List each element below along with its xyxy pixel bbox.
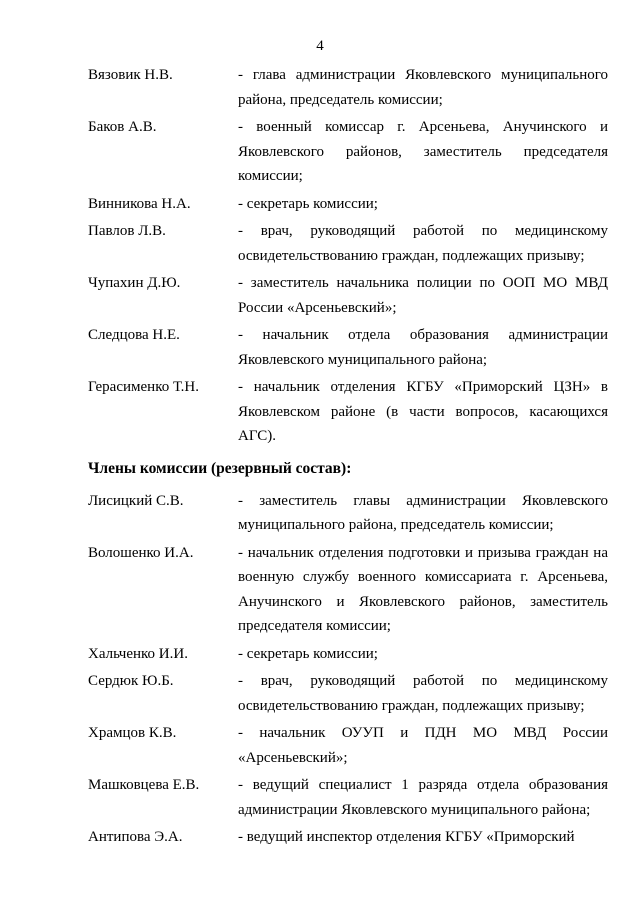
member-row — [88, 825, 608, 850]
member-role: - заместитель начальника полиции по ООП МО МВД России «Арсеньевский»; — [238, 275, 608, 316]
member-row — [88, 489, 608, 538]
member-row — [88, 642, 608, 667]
member-row — [88, 115, 608, 189]
member-row — [88, 541, 608, 639]
member-name: Баков А.В. — [88, 119, 157, 135]
member-role: - начальник отделения подготовки и призыва граждан на военную службу военного комиссариата г. Арсеньева, Анучинского и Яковлевского районов, заместитель председателя комиссии; — [238, 544, 608, 634]
member-role: - заместитель главы администрации Яковлевского муниципального района, председатель комиссии; — [238, 492, 608, 533]
member-row — [88, 271, 608, 320]
member-name: Чупахин Д.Ю. — [88, 275, 181, 291]
member-role: - ведущий специалист 1 разряда отдела образования администрации Яковлевского муниципального района; — [238, 777, 608, 818]
member-role: - секретарь комиссии; — [238, 645, 378, 662]
member-name: Герасименко Т.Н. — [88, 379, 199, 395]
member-row — [88, 375, 608, 449]
member-row — [88, 63, 608, 112]
member-role: - секретарь комиссии; — [238, 195, 378, 212]
member-name: Винникова Н.А. — [88, 195, 191, 212]
member-role: - военный комиссар г. Арсеньева, Анучинского и Яковлевского районов, заместитель председателя комиссии; — [238, 119, 608, 184]
member-name: Хальченко И.И. — [88, 645, 188, 662]
member-name: Лисицкий С.В. — [88, 492, 184, 509]
reserve-section-heading: Члены комиссии (резервный состав): — [88, 459, 352, 477]
member-row — [88, 773, 608, 822]
member-row — [88, 192, 608, 217]
member-name: Антипова Э.А. — [88, 829, 183, 845]
member-role: - ведущий инспектор отделения КГБУ «Приморский — [238, 829, 575, 845]
member-role: - начальник отделения КГБУ «Приморский ЦЗН» в Яковлевском районе (в части вопросов, касающихся АГС). — [238, 379, 608, 444]
commission-list — [88, 63, 608, 853]
member-name: Сердюк Ю.Б. — [88, 673, 174, 689]
member-name: Волошенко И.А. — [88, 544, 194, 561]
member-name: Храмцов К.В. — [88, 725, 177, 741]
member-role: - начальник ОУУП и ПДН МО МВД России «Арсеньевский»; — [238, 725, 608, 766]
member-row — [88, 669, 608, 718]
member-name: Следцова Н.Е. — [88, 327, 180, 343]
member-name: Машковцева Е.В. — [88, 777, 200, 793]
member-row — [88, 219, 608, 268]
page-number: 4 — [316, 38, 324, 54]
member-role: - глава администрации Яковлевского муниципального района, председатель комиссии; — [238, 67, 608, 108]
member-row — [88, 721, 608, 770]
member-role: - начальник отдела образования администрации Яковлевского муниципального района; — [238, 327, 608, 368]
member-role: - врач, руководящий работой по медицинскому освидетельствованию граждан, подлежащих призыву; — [238, 223, 608, 264]
member-role: - врач, руководящий работой по медицинскому освидетельствованию граждан, подлежащих призыву; — [238, 673, 608, 714]
member-row — [88, 323, 608, 372]
member-name: Вязовик Н.В. — [88, 67, 173, 83]
member-name: Павлов Л.В. — [88, 223, 166, 239]
